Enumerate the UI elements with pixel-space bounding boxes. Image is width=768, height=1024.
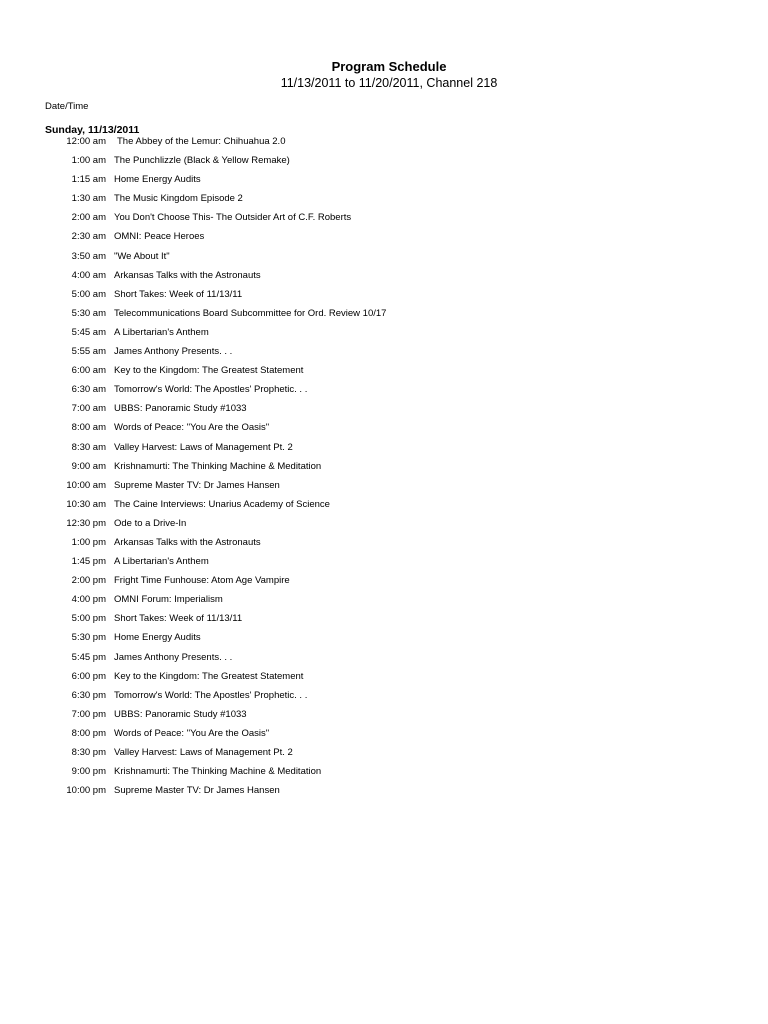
schedule-row [0, 136, 768, 155]
schedule-row [0, 785, 768, 804]
schedule-row [0, 270, 768, 289]
day-heading: Sunday, 11/13/2011 [45, 124, 140, 136]
schedule-program: Valley Harvest: Laws of Management Pt. 2 [114, 441, 293, 453]
schedule-time: 5:45 am [71, 326, 106, 338]
schedule-program: OMNI Forum: Imperialism [114, 594, 223, 606]
schedule-row [0, 308, 768, 327]
schedule-time: 4:00 pm [71, 594, 106, 606]
schedule-time: 9:00 am [71, 460, 106, 472]
schedule-program: Supreme Master TV: Dr James Hansen [114, 479, 280, 491]
schedule-row [0, 709, 768, 728]
schedule-time: 8:00 pm [71, 727, 106, 739]
schedule-row [0, 766, 768, 785]
schedule-row [0, 327, 768, 346]
schedule-program: Krishnamurti: The Thinking Machine & Meditation [114, 766, 322, 778]
schedule-time: 1:45 pm [71, 556, 106, 568]
schedule-row [0, 747, 768, 766]
schedule-row [0, 251, 768, 270]
schedule-time: 10:00 pm [66, 785, 106, 797]
schedule-program: James Anthony Presents. . . [114, 651, 233, 663]
schedule-row [0, 613, 768, 632]
schedule-row [0, 212, 768, 231]
schedule-program: OMNI: Peace Heroes [114, 231, 205, 243]
schedule-program: Krishnamurti: The Thinking Machine & Meditation [114, 460, 322, 472]
schedule-time: 3:50 am [71, 250, 106, 262]
schedule-time: 1:00 am [71, 155, 106, 167]
schedule-row [0, 155, 768, 174]
schedule-program: Words of Peace: "You Are the Oasis" [114, 727, 270, 739]
schedule-program: The Caine Interviews: Unarius Academy of Science [114, 498, 330, 510]
schedule-program: "We About It" [114, 250, 170, 262]
schedule-time: 1:15 am [71, 174, 106, 186]
schedule-row [0, 671, 768, 690]
schedule-program: Fright Time Funhouse: Atom Age Vampire [114, 575, 290, 587]
schedule-row [0, 556, 768, 575]
schedule-row [0, 384, 768, 403]
schedule-program: Tomorrow's World: The Apostles' Prophetic. . . [114, 689, 308, 701]
schedule-time: 2:00 am [71, 212, 106, 224]
schedule-time: 8:30 pm [71, 747, 106, 758]
schedule-time: 12:30 pm [66, 517, 106, 529]
schedule-program: Short Takes: Week of 11/13/11 [114, 288, 243, 300]
schedule-row [0, 728, 768, 747]
schedule-time: 10:30 am [66, 498, 106, 510]
schedule-program: Arkansas Talks with the Astronauts [114, 536, 261, 548]
schedule-time: 9:00 pm [71, 766, 106, 778]
schedule-time: 5:45 pm [71, 651, 106, 663]
schedule-row [0, 193, 768, 212]
schedule-program: The Music Kingdom Episode 2 [114, 193, 243, 205]
schedule-program: Words of Peace: "You Are the Oasis" [114, 422, 270, 434]
schedule-program: Valley Harvest: Laws of Management Pt. 2 [114, 747, 293, 758]
schedule-row [0, 422, 768, 441]
schedule-program: Home Energy Audits [114, 632, 201, 644]
schedule-row [0, 365, 768, 384]
column-header-date-time: Date/Time [45, 101, 89, 112]
schedule-program: Ode to a Drive-In [114, 517, 187, 529]
schedule-list [0, 136, 768, 804]
schedule-time: 6:00 pm [71, 670, 106, 682]
schedule-time: 2:30 am [71, 231, 106, 243]
schedule-time: 4:00 am [71, 269, 106, 281]
schedule-row [0, 403, 768, 422]
schedule-row [0, 594, 768, 613]
schedule-program: A Libertarian's Anthem [114, 556, 209, 568]
schedule-program: Short Takes: Week of 11/13/11 [114, 613, 243, 625]
schedule-time: 7:00 pm [71, 708, 106, 720]
schedule-time: 6:30 am [71, 384, 106, 396]
schedule-row [0, 652, 768, 671]
schedule-time: 5:00 am [71, 288, 106, 300]
schedule-program: Arkansas Talks with the Astronauts [114, 269, 261, 281]
schedule-row [0, 174, 768, 193]
schedule-time: 8:30 am [71, 441, 106, 453]
schedule-row [0, 632, 768, 651]
schedule-row [0, 289, 768, 308]
schedule-program: Telecommunications Board Subcommittee for Ord. Review 10/17 [114, 307, 387, 319]
schedule-time: 12:00 am [66, 136, 106, 147]
schedule-time: 8:00 am [71, 422, 106, 434]
schedule-row [0, 461, 768, 480]
schedule-row [0, 231, 768, 250]
schedule-program: James Anthony Presents. . . [114, 346, 233, 358]
schedule-row [0, 690, 768, 709]
schedule-time: 6:30 pm [71, 689, 106, 701]
schedule-time: 10:00 am [66, 479, 106, 491]
schedule-row [0, 499, 768, 518]
schedule-program: Tomorrow's World: The Apostles' Prophetic. . . [114, 384, 308, 396]
schedule-time: 6:00 am [71, 365, 106, 377]
schedule-time: 7:00 am [71, 403, 106, 415]
schedule-program: The Punchlizzle (Black & Yellow Remake) [114, 155, 290, 167]
schedule-row [0, 480, 768, 499]
schedule-program: You Don't Choose This- The Outsider Art of C.F. Roberts [114, 212, 352, 224]
schedule-program: The Abbey of the Lemur: Chihuahua 2.0 [117, 136, 286, 147]
schedule-program: UBBS: Panoramic Study #1033 [114, 403, 247, 415]
page-title: Program Schedule [331, 59, 447, 74]
schedule-row [0, 537, 768, 556]
schedule-program: Key to the Kingdom: The Greatest Statement [114, 365, 304, 377]
schedule-row [0, 518, 768, 537]
schedule-time: 5:30 am [71, 307, 106, 319]
schedule-time: 5:00 pm [71, 613, 106, 625]
schedule-time: 1:30 am [71, 193, 106, 205]
schedule-program: Home Energy Audits [114, 174, 201, 186]
page-subtitle: 11/13/2011 to 11/20/2011, Channel 218 [280, 76, 498, 90]
schedule-program: UBBS: Panoramic Study #1033 [114, 708, 247, 720]
schedule-time: 2:00 pm [71, 575, 106, 587]
schedule-time: 1:00 pm [71, 536, 106, 548]
schedule-program: Supreme Master TV: Dr James Hansen [114, 785, 280, 797]
schedule-program: A Libertarian's Anthem [114, 326, 209, 338]
schedule-row [0, 575, 768, 594]
schedule-time: 5:55 am [71, 346, 106, 358]
schedule-time: 5:30 pm [71, 632, 106, 644]
schedule-row [0, 442, 768, 461]
schedule-row [0, 346, 768, 365]
schedule-program: Key to the Kingdom: The Greatest Statement [114, 670, 304, 682]
